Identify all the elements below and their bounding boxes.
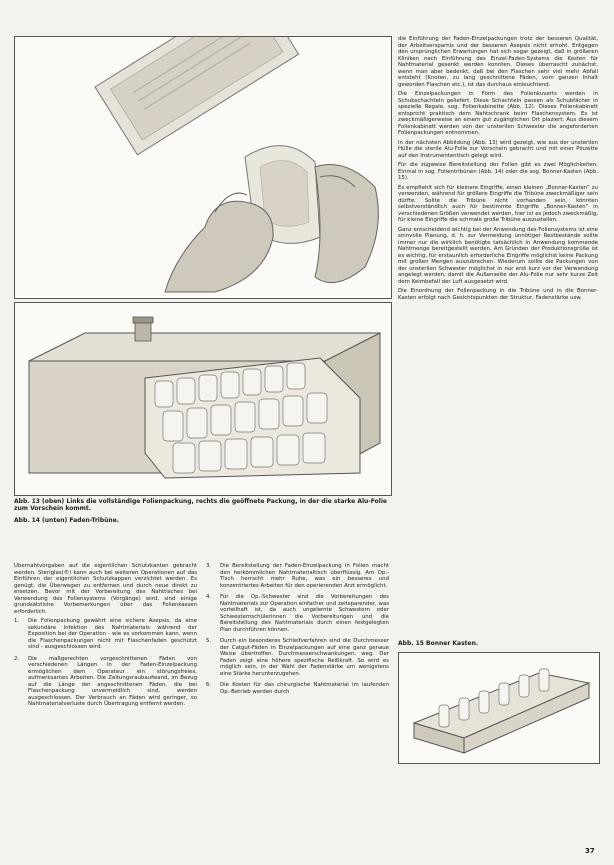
list-number: 5. — [206, 638, 212, 644]
right-paragraph: In der nächsten Abbildung (Abb. 13) wird gezeigt, wie aus der unsterilen Hülle die sterile Alu-Folie zur Vorschein gebracht und mit einer Pinzette auf den Instrumententisch gelegt wird. — [398, 139, 598, 159]
list-number: 4. — [206, 594, 212, 600]
right-paragraph: Ganz entscheidend wichtig bei der Anwendung des Foliensystems ist eine sinnvolle Planung, d. h. zur Vermeidung unnötiger Restbestände sollte immer nur die wirklich benötigte tatsächlich in Anwendung kommende Nahtmenge bereitgestellt werden. Am Gründen der Produktionsgrüße ist es wichtig, für erstaunlich erforderliche Eingriffe möglichst keine Packung mit großen Mengen auszubrechen. Wiederum sollte die Packungen von der unsterilen Schwester möglichst in nur erst kurz vor der Verwendung angelegt werden, damit die Außenseite der Alu-Folie nur sehr kurze Zeit dem Keimbefall der Luft ausgesetzt wird. — [398, 226, 598, 285]
page-number: 37 — [585, 847, 595, 855]
list-item — [206, 594, 389, 633]
list-text: Für die Op.-Schwester sind die Vorbereitungen des Nahtmaterials zur Operation einfacher und zeitsparender, was vorteilhaft ist, da auch ungelernte Schwestern oder Schwesternschülerinnen die Vorbereitungen und die Bereitstellung des Nahtmaterials durch einen festgelegten Plan durchführen können. — [220, 594, 389, 633]
tribune-illustration — [15, 303, 391, 495]
list-text: Die maßgerechten vorgeschnittenen Fäden von verschiedenen Längen in der Faden-Einzelpackung ermöglichen dem Operateur ein störungsfreies, aufmerksames Arbeiten. Die Zeitungsraubaufwand, im Bezug auf die Länge der angeschnittenen Fäden, die bei Flaschenpackung unvermeidlich sind, werden ausgeschlossen. Der Verbrauch an Fäden wird geringer, so Nahtmaterialverluste durch Übertragung entfernt werden. — [28, 655, 197, 707]
right-paragraph: Die Einzelpackungen in Form des Folienkuverts werden in Schubschachteln geliefert. Diese Schachteln passen als Schubfächer in spezielle Regale, sog. Folienkabinette (Abb. 12). Dieses Folienkabinett entspricht praktisch dem Nahtschrank beim Flaschensystem. Es ist zweckmäßigerweise an einem gut zugänglichen Ort plaziert. Aus diesem Folienkabinett werden von der unsterilen Schwester die angeforderten Folienpackungen entnommen. — [398, 91, 598, 136]
left-intro: Übernahtvorgaben auf die eigentlichen Schutzkanten gebracht werden. Steriglas(®) kann auch bei weiteren Operationen auf das Einführen der eigentlichen Schutzkappen verzichtet werden. Es genügt, die Überwegen zu entfernen und durch neue direkt zu ersetzen. Bevor mit der Vorbereitung des Nahttisches bei Verwendung des Foliensystems (Vorgänge) wird, sind einige grundsätzliche Vorbemerkungen über das Folienkassen erforderlich. — [14, 563, 197, 615]
hands-foil-illustration — [15, 37, 391, 298]
middle-column — [206, 563, 389, 843]
list-item — [14, 656, 197, 708]
list-number: 3. — [206, 563, 212, 569]
left-column — [14, 563, 197, 843]
photo-foil-package — [14, 36, 392, 299]
list-item — [14, 618, 197, 651]
list-number: 2. — [14, 655, 20, 662]
caption-fig14: Abb. 14 (unten) Faden-Tribüne. — [14, 517, 120, 524]
list-number: 1. — [14, 618, 20, 624]
right-paragraph: Die Einordnung der Folienpackung in die Tribüne und in die Bonner-Kasten erfolgt nach Gesichtspunkten der Struktur, Fadenstärke usw. — [398, 288, 598, 301]
right-column — [398, 36, 598, 566]
right-paragraph: Für die zügweise Bereitstellung der Folien gibt es zwei Möglichkeiten: Einmal in sog. Folientribünen (Abb. 14) oder die sog. Bonner-Kasten (Abb. 15). — [398, 162, 598, 181]
caption-fig13: Abb. 13 (oben) Links die vollständige Folienpackung, rechts die geöffnete Packung, in der die starke Alu-Folie zum Vorschein kommt. — [14, 498, 387, 512]
list-item — [206, 638, 389, 677]
list-text: Die Folienpackung gewährt eine sichere Asepsis, da eine sekundäre Infektion des Nahtmaterials während der Exposition bei der Operation - wie es vorkommen kann, wenn die Flaschenpackungen nicht mit Flaschenfaden geschützt sind - ausgeschlossen wird. — [28, 618, 197, 650]
list-text: Die Kosten für das chirurgische Nahtmaterial im laufenden Op.-Betrieb werden durch — [220, 682, 389, 695]
photo-bonner-kasten — [398, 652, 600, 764]
list-number: 6. — [206, 682, 212, 688]
list-item — [206, 563, 389, 589]
right-paragraph: die Einführung der Faden-Einzelpackungen trotz der besseren Qualität, der Arbeitsersparnis und der besseren Asepsis nicht erhoht. Entgegen den ursprünglichen Erwartungen hat sich sogar gezeigt, daß in größeren Kliniken nach Einführung des Einzel-Faden-Systems die Kosten für Nahtmaterial gesenkt werden konnten. Dieses überrascht zunächst, wenn man aber bedenkt, daß bei den Flaschen sehr viel mehr Abfall entsteht (Knoten, zu lang geschnittene Fäden, vom ganzen Inhalt geworden Flaschen etc.), ist das durchaus einleuchtend. — [398, 36, 598, 88]
caption-fig15: Abb. 15 Bonner Kasten. — [398, 640, 479, 647]
list-text: Durch ein besonderes Schleifverfahren sind die Durchmesser der Catgut-Fäden in Einzelpackungen auf eine ganz genaue Weise übertroffen. Durchmesserschwankungen, weg. Der Faden zeigt eine höhere spezifische Reißkraft. So wird es möglich sein, in der Wahl der Fadenstärke um wenigstens eine Stärke herunterzugehen. — [220, 638, 389, 677]
list-item — [206, 682, 389, 695]
right-paragraph: Es empfiehlt sich für kleinere Eingriffe, einen kleinen „Bonner-Kasten" zu verwenden, während für größere Eingriffe die Tribüne zweckmäßiger sein dürfte. Sollte die Tribüne nicht vorhanden sein, könnten selbstverständlich auch für bestimmte Eingriffe „Bonner-Kasten" in verschiedenen Größen verwendet werden, hier ist es jedoch zweckmäßig, für kleine Eingriffe die schmale große Tribüne auszustellen. — [398, 184, 598, 223]
photo-foil-tribune — [14, 302, 392, 496]
list-text: Die Bereitstellung der Faden-Einzelpackung in Folien macht den herkömmlichen Nahtmaterialtisch überflüssig. Am Op.-Tisch herrscht mehr Ruhe, was ein besseres und konzentriertes Arbeiten für den operierenden Arzt ermöglicht. — [220, 563, 389, 589]
bonner-kasten-illustration — [399, 653, 599, 763]
